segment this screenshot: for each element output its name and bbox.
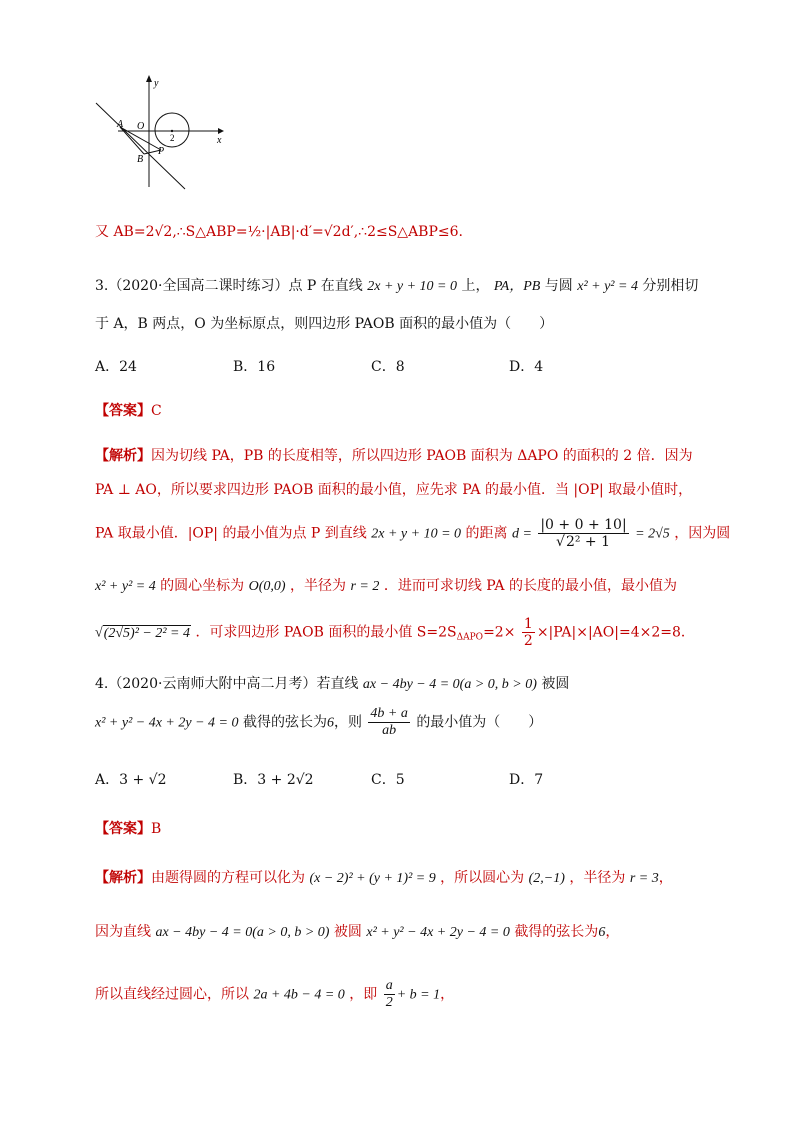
q4-text: 的最小值为（ ） [416,714,543,731]
q4-text: ，则 [333,714,362,731]
half-fraction [522,616,535,649]
fraction-denominator: 2 [523,633,533,649]
center-coord: (2,−1) [528,871,565,886]
q4-line2 [95,706,542,739]
q4-source: （2020·云南师大附中高二月考） [108,676,317,692]
point-a-label: A [117,119,124,130]
q3-option-a: A．24 [95,359,137,375]
q4-option-a: A．3 + √2 [95,772,167,788]
q3-line2: 于 A，B 两点，O 为坐标原点，则四边形 PAOB 面积的最小值为（ ） [95,316,554,332]
analysis-text: 由题得圆的方程可以化为 [151,870,305,886]
tangent-line [96,103,185,189]
q3-analysis-5 [95,616,695,649]
q4-analysis-1 [95,868,673,889]
analysis-text: 被圆 [333,924,362,940]
point-b-label: B [137,154,144,165]
analysis-text: =2× [483,624,516,641]
fraction-numerator: a [385,978,393,993]
fraction-numerator: |0 + 0 + 10| [540,517,627,533]
a-half-fraction [384,978,395,1011]
q3-answer [95,401,162,421]
q3-line-eq: 2x + y + 10 = 0 [367,279,458,294]
analysis-tag: 【解析】 [95,870,151,886]
area-subscript: ΔAPO [456,632,484,643]
origin-label: O [137,121,145,132]
fraction-numerator: 4b + a [370,706,408,721]
analysis-text: ，即 [349,986,378,1003]
q3-text: 上， [461,278,490,294]
fraction-denominator: 2 [385,995,393,1010]
radius-value: r = 3 [629,871,659,886]
line-equation: ax − 4by − 4 = 0(a > 0, b > 0) [155,925,330,940]
min-length-expr: √(2√5)² − 2² = 4 [95,625,190,641]
x-axis-arrow [218,128,224,134]
analysis-text: ， [440,986,455,1003]
fraction-denominator: √2² + 1 [556,534,610,550]
q4-text: 截得的弦长为 [242,714,327,731]
q4-option-b: B．3 + 2√2 [233,772,314,788]
analysis-text: ．可求四边形 PAOB 面积的最小值 S=2S [195,624,457,641]
q3-option-c: C．8 [371,359,405,375]
analysis-text: 截得的弦长为 [514,924,599,940]
analysis-text: 的圆心坐标为 [160,578,245,594]
chord-length: 6 [326,715,334,731]
q3-text: 与圆 [544,278,573,294]
analysis-text: ，半径为 [569,870,626,886]
center-dot [171,130,173,132]
distance-fraction [538,517,628,550]
q4-circle-eq: x² + y² − 4x + 2y − 4 = 0 [95,715,239,731]
analysis-text: ， [605,924,620,940]
answer-tag: 【答案】 [95,403,151,419]
q3-option-d: D．4 [509,359,544,375]
q3-text: 点 P 在直线 [288,278,363,294]
circle-equation: x² + y² = 4 [95,579,156,594]
center-equation: 2a + 4b − 4 = 0 [253,987,345,1003]
q3-analysis-2: PA ⊥ AO，所以要求四边形 PAOB 面积的最小值，应先求 PA 的最小值．当 |OP| 取最小值时， [95,482,693,498]
q3-text: 分别相切 [642,278,699,294]
q3-analysis-3 [95,517,730,550]
analysis-text: 因为切线 PA，PB 的长度相等，所以四边形 PAOB 面积为 ΔAPO 的面积的 2 倍．因为 [151,448,693,464]
q3-analysis-4 [95,576,677,597]
analysis-text: ，因为圆 [674,525,731,542]
q3-tangents: PA，PB [493,279,541,294]
analysis-text: ×|PA|×|AO|=4×2=8． [536,624,695,641]
fraction-denominator: ab [382,723,397,738]
q4-answer [95,819,161,839]
distance-result: = 2√5 [635,526,670,542]
radius-value: r = 2 [350,579,380,594]
distance-symbol: d = [511,526,532,542]
analysis-text: PA 取最小值．|OP| 的最小值为点 P 到直线 [95,525,367,542]
answer-value: C [151,403,162,419]
q3-option-b: B．16 [233,359,276,375]
analysis-text: ，半径为 [290,578,347,594]
analysis-text: ， [658,870,673,886]
q4-analysis-2 [95,922,619,943]
circle-equation: x² + y² − 4x + 2y − 4 = 0 [366,925,510,940]
q3-source: （2020·全国高二课时练习） [108,278,289,294]
q4-text: 被圆 [541,676,570,692]
geometry-figure [88,72,238,194]
center-coord: O(0,0) [248,579,286,594]
y-axis-arrow [146,75,152,82]
fraction-numerator: 1 [523,616,533,632]
sqrt-content: (2√5)² − 2² = 4 [103,625,190,641]
sqrt-content: 2² + 1 [565,534,610,550]
q4-line-eq: ax − 4by − 4 = 0(a > 0, b > 0) [362,677,537,692]
point-p-label: P [158,146,165,157]
circle-standard-eq: (x − 2)² + (y + 1)² = 9 [309,871,436,886]
analysis-text: 所以直线经过圆心，所以 [95,986,249,1003]
x-axis-label: x [217,135,222,146]
q4-fraction [368,706,409,739]
tick-label-2: 2 [170,133,175,143]
q3-line1 [95,276,698,297]
analysis-text: 因为直线 [95,924,151,940]
prev-conclusion: 又 AB=2√2,∴S△ABP=½·|AB|·d′=√2d′,∴2≤S△ABP≤6. [95,224,463,240]
q3-circle-eq: x² + y² = 4 [577,279,638,294]
q4-number: 4. [95,676,109,692]
analysis-text: 的距离 [465,525,508,542]
q4-option-d: D．7 [509,772,544,788]
chord-length: 6 [598,925,606,940]
analysis-text: ，所以圆心为 [440,870,525,886]
constraint-eq: + b = 1 [396,987,441,1003]
analysis-text: ．进而可求切线 PA 的长度的最小值，最小值为 [383,578,677,594]
q4-option-c: C．5 [371,772,405,788]
q3-number: 3. [95,278,109,294]
q3-analysis-1 [95,446,693,466]
analysis-tag: 【解析】 [95,448,151,464]
line-equation: 2x + y + 10 = 0 [371,526,462,542]
q4-line1 [95,674,569,695]
answer-value: B [151,821,162,837]
answer-tag: 【答案】 [95,821,151,837]
q4-text: 若直线 [316,676,359,692]
y-axis-label: y [154,78,159,89]
q4-analysis-3 [95,978,454,1011]
